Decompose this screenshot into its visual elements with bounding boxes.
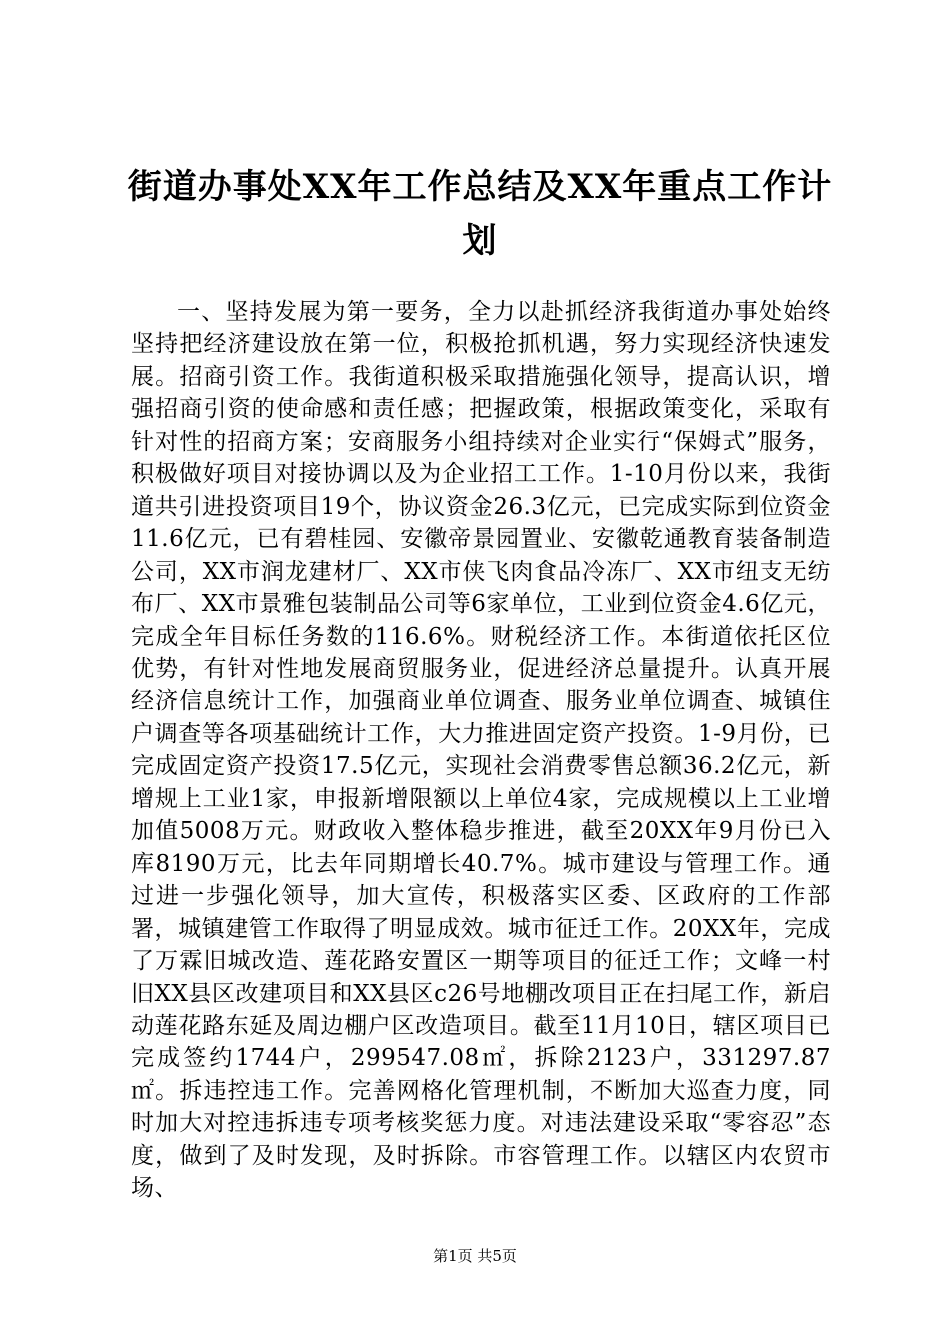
document-title: 街道办事处XX年工作总结及XX年重点工作计划 [127, 167, 833, 261]
page-number: 第1页 共5页 [433, 1247, 517, 1265]
body-paragraph: 一、坚持发展为第一要务，全力以赴抓经济我街道办事处始终坚持把经济建设放在第一位，积极抢抓机遇，努力实现经济快速发展。招商引资工作。我街道积极采取措施强化领导，提高认识，增强招商引资的使命感和责任感；把握政策，根据政策变化，采取有针对性的招商方案；安商服务小组持续对企业实行“保姆式”服务，积极做好项目对接协调以及为企业招工工作。1-10月份以来，我街道共引进投资项目19个，协议资金26.3亿元，已完成实际到位资金11.6亿元，已有碧桂园、安徽帝景园置业、安徽乾通教育装备制造公司，XX市润龙建材厂、XX市侠飞肉食品冷冻厂、XX市纽支无纺布厂、XX市景雅包装制品公司等6家单位，工业到位资金4.6亿元，完成全年目标任务数的116.6%。财税经济工作。本街道依托区位优势，有针对性地发展商贸服务业，促进经济总量提升。认真开展经济信息统计工作，加强商业单位调查、服务业单位调查、城镇住户调查等各项基础统计工作，大力推进固定资产投资。1-9月份，已完成固定资产投资17.5亿元，实现社会消费零售总额36.2亿元，新增规上工业1家，申报新增限额以上单位4家，完成规模以上工业增加值5008万元。财政收入整体稳步推进，截至20XX年9月份已入库8190万元，比去年同期增长40.7%。城市建设与管理工作。通过进一步强化领导，加大宣传，积极落实区委、区政府的工作部署，城镇建管工作取得了明显成效。城市征迁工作。20XX年，完成了万霖旧城改造、莲花路安置区一期等项目的征迁工作；文峰一村旧XX县区改建项目和XX县区c26号地棚改项目正在扫尾工作，新启动莲花路东延及周边棚户区改造项目。截至11月10日，辖区项目已完成签约1744户，299547.08㎡，拆除2123户，331297.87㎡。拆违控违工作。完善网格化管理机制，不断加大巡查力度，同时加大对控违拆违专项考核奖惩力度。对违法建设采取“零容忍”态度，做到了及时发现，及时拆除。市容管理工作。以辖区内农贸市场、 [131, 299, 831, 1202]
